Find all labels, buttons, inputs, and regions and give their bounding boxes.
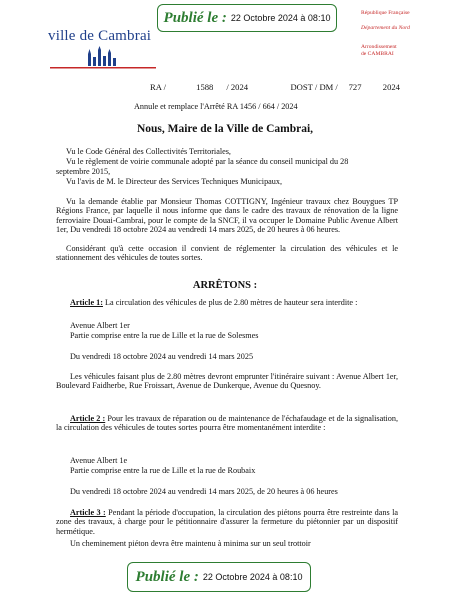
ra-label: RA / xyxy=(150,82,166,92)
prefecture-line-2: Département du Nord xyxy=(361,25,410,31)
publication-stamp-bottom xyxy=(127,562,311,592)
article-2 xyxy=(56,414,398,433)
stamp-label: Publié le : xyxy=(163,9,227,26)
article-2-label: Article 2 : xyxy=(70,414,106,423)
stamp-date: 22 Octobre 2024 à 08:10 xyxy=(230,13,331,23)
vu-line-2: Vu le règlement de voirie communale adopté par la séance du conseil municipal du 28 xyxy=(66,157,349,166)
considerant-paragraph: Considérant qu'à cette occasion il convient de réglementer la circulation des véhicules et le stationnement des véhicules de toutes sortes. xyxy=(56,244,398,263)
arretons-heading: ARRÊTONS : xyxy=(192,280,258,291)
ra-number: 1588 xyxy=(196,82,214,92)
article-3 xyxy=(56,508,398,536)
city-skyline-icon xyxy=(48,46,158,70)
dost-number: 727 xyxy=(348,82,362,92)
article-2-portion: Partie comprise entre la rue de Lille et la rue de Roubaix xyxy=(70,466,256,475)
article-3-label: Article 3 : xyxy=(70,508,106,517)
ra-year: / 2024 xyxy=(226,82,249,92)
cambrai-logo xyxy=(48,28,158,70)
prefecture-line-4: de CAMBRAI xyxy=(361,51,394,57)
article-1 xyxy=(70,298,412,307)
demande-paragraph: Vu la demande établie par Monsieur Thomas COTTIGNY, Ingénieur travaux chez Bouygues TP Régions France, par laquelle il nous informe que dans le cadre des travaux de rénovation de la ligne ferroviaire Douai-Cambrai, pour le compte de la SNCF, il va occuper le Domaine Public Avenue Albert 1er, Du vendredi 18 octobre 2024 au vendredi 14 mars 2025, de 20 heures à 06 heures. xyxy=(56,197,398,235)
article-3-text: Pendant la période d'occupation, la circulation des piétons pourra être restreinte dans la zone des travaux, à charge pour le pétitionnaire d'assurer la fermeture du piétonnier par un dispositif hermétique. xyxy=(56,508,398,536)
publication-stamp-top xyxy=(157,4,337,32)
article-1-label: Article 1: xyxy=(70,298,103,307)
prefecture-line-3: Arrondissement xyxy=(361,44,397,50)
article-1-text: La circulation des véhicules de plus de 2.80 mètres de hauteur sera interdite : xyxy=(102,298,358,307)
article-2-period: Du vendredi 18 octobre 2024 au vendredi 14 mars 2025, de 20 heures à 06 heures xyxy=(70,487,338,496)
annule-remplace: Annule et remplace l'Arrêté RA 1456 / 664 / 2024 xyxy=(134,102,298,111)
stamp-date: 22 Octobre 2024 à 08:10 xyxy=(202,572,303,582)
article-1-period: Du vendredi 18 octobre 2024 au vendredi 14 mars 2025 xyxy=(70,352,254,361)
stamp-label: Publié le : xyxy=(135,568,199,585)
vu-line-1: Vu le Code Général des Collectivités Territoriales, xyxy=(66,147,231,156)
vu-line-3: septembre 2015, xyxy=(56,167,111,176)
article-3-extra: Un cheminement piéton devra être maintenu à minima sur un seul trottoir xyxy=(70,539,311,548)
logo-text: ville de Cambrai xyxy=(48,28,152,44)
vu-line-4: Vu l'avis de M. le Directeur des Services Techniques Municipaux, xyxy=(66,177,283,186)
page-title: Nous, Maire de la Ville de Cambrai, xyxy=(136,123,314,135)
reference-line xyxy=(150,82,400,92)
article-1-deviation: Les véhicules faisant plus de 2.80 mètres devront emprunter l'itinéraire suivant : Avenue Albert 1er, Boulevard Faidherbe, Rue Froissart, Avenue de Dunkerque, Avenue du Quesnoy. xyxy=(56,372,398,391)
article-1-portion: Partie comprise entre la rue de Lille et la rue de Solesmes xyxy=(70,331,259,340)
prefecture-line-1: République Française xyxy=(361,10,410,16)
article-1-street: Avenue Albert 1er xyxy=(70,321,130,330)
dost-label: DOST / DM / xyxy=(290,82,338,92)
article-2-text: Pour les travaux de réparation ou de maintenance de l'échafaudage et de la signalisation, la circulation des véhicules de toutes sortes pourra être momentanément interdite : xyxy=(56,414,398,433)
dost-year: 2024 xyxy=(382,82,400,92)
article-2-street: Avenue Albert 1e xyxy=(70,456,128,465)
